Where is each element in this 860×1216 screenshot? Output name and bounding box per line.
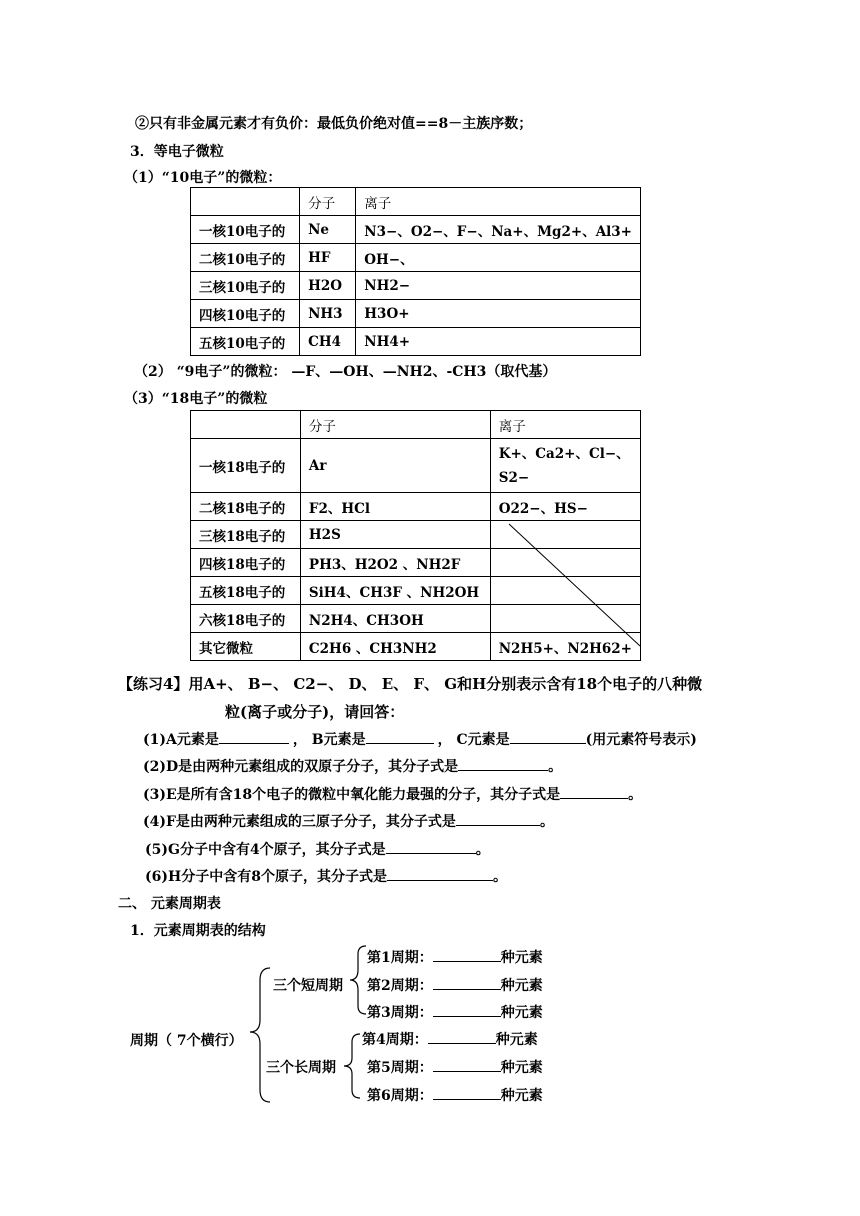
q4-end: 。 (539, 814, 554, 830)
molecule-cell: C2H6 、CH3NH2 (300, 633, 490, 661)
molecule-cell: N2H4、CH3OH (300, 605, 490, 633)
table-row (191, 300, 641, 328)
table-row (191, 216, 641, 244)
table-row (191, 244, 641, 272)
exercise-line2: 粒(离子或分子)，请回答： (225, 703, 405, 721)
q2-end: 。 (548, 759, 563, 775)
table-row (191, 493, 641, 521)
ion-cell: N2H5+、N2H62+ (490, 633, 640, 661)
table-header-row (191, 411, 641, 439)
row-label: 四核10电子的 (191, 300, 300, 328)
row-label: 其它微粒 (191, 633, 301, 661)
q6-text: (6)H分子中含有8个原子，其分子式是 (145, 869, 387, 885)
period-2-row (367, 975, 543, 995)
period-1-suffix: 种元素 (500, 950, 543, 966)
ion-cell: NH4+ (356, 328, 641, 356)
q3-text: (3)E是所有含18个电子的微粒中氧化能力最强的分子，其分子式是 (143, 787, 561, 803)
q4-text: (4)F是由两种元素组成的三原子分子，其分子式是 (143, 814, 456, 830)
header-molecule: 分子 (300, 411, 490, 439)
short-periods-label: 三个短周期 (273, 978, 343, 994)
row-label: 五核10电子的 (191, 328, 300, 356)
question-5 (145, 839, 490, 859)
period-5-row (367, 1057, 543, 1077)
period-6-blank[interactable] (433, 1085, 501, 1100)
answer-blank-a[interactable] (219, 729, 289, 744)
table-row (191, 328, 641, 356)
period-4-suffix: 种元素 (495, 1032, 538, 1048)
period-2-label: 第2周期： (367, 978, 433, 994)
table-row (191, 439, 641, 493)
row-label: 二核18电子的 (191, 493, 301, 521)
ion-cell: H3O+ (356, 300, 641, 328)
header-ion: 离子 (356, 188, 641, 216)
period-6-suffix: 种元素 (500, 1088, 543, 1104)
period-1-row (367, 947, 543, 967)
q5-end: 。 (475, 842, 490, 858)
ion-cell: NH2− (356, 272, 641, 300)
question-3 (143, 784, 642, 804)
header-cell (191, 411, 301, 439)
row-label: 四核18电子的 (191, 549, 301, 577)
ion-cell: K+、Ca2+、Cl−、S2− (490, 439, 640, 493)
sub1-title: （1）“10电子”的微粒： (124, 170, 282, 186)
row-label: 一核18电子的 (191, 439, 301, 493)
section2-title: 二、 元素周期表 (118, 896, 221, 912)
diagonal-slash (507, 522, 642, 648)
period-4-blank[interactable] (428, 1029, 496, 1044)
table-10-electron (190, 187, 641, 356)
q5-text: (5)G分子中含有4个原子，其分子式是 (145, 842, 386, 858)
header-ion: 离子 (490, 411, 640, 439)
molecule-cell: HF (300, 244, 356, 272)
row-label: 三核10电子的 (191, 272, 300, 300)
period-4-row (362, 1029, 538, 1049)
period-1-blank[interactable] (433, 947, 501, 962)
period-5-label: 第5周期： (367, 1060, 433, 1076)
answer-blank-d[interactable] (458, 756, 548, 771)
answer-blank-f[interactable] (456, 811, 540, 826)
answer-blank-b[interactable] (366, 729, 434, 744)
q1-part-d: (用元素符号表示) (585, 732, 697, 748)
q1-part-a: (1)A元素是 (143, 732, 219, 748)
period-3-label: 第3周期： (367, 1005, 433, 1021)
sub2-line: （2） “9电子”的微粒： —F、—OH、—NH2、-CH3（取代基） (134, 364, 557, 380)
answer-blank-g[interactable] (386, 839, 476, 854)
period-3-row (367, 1002, 543, 1022)
period-5-suffix: 种元素 (500, 1060, 543, 1076)
molecule-cell: CH4 (300, 328, 356, 356)
row-label: 二核10电子的 (191, 244, 300, 272)
answer-blank-e[interactable] (560, 784, 628, 799)
period-braces (236, 940, 376, 1108)
question-2 (143, 756, 562, 776)
period-2-blank[interactable] (433, 975, 501, 990)
exercise-line1: 用A+、 B−、 C2−、 D、 E、 F、 G和H分别表示含有18个电子的八种微 (188, 675, 703, 693)
q2-text: (2)D是由两种元素组成的双原子分子，其分子式是 (143, 759, 459, 775)
row-label: 五核18电子的 (191, 577, 301, 605)
molecule-cell: Ne (300, 216, 356, 244)
long-periods-label: 三个长周期 (266, 1060, 336, 1076)
period-6-row (367, 1085, 543, 1105)
molecule-cell: PH3、H2O2 、NH2F (300, 549, 490, 577)
intro-line: ②只有非金属元素才有负价：最低负价绝对值==8－主族序数； (135, 116, 533, 132)
period-2-suffix: 种元素 (500, 978, 543, 994)
sub3-title: （3）“18电子”的微粒 (124, 391, 268, 407)
molecule-cell: Ar (300, 439, 490, 493)
molecule-cell: H2O (300, 272, 356, 300)
q1-part-c: ， C元素是 (437, 732, 510, 748)
period-1-label: 第1周期： (367, 950, 433, 966)
header-molecule: 分子 (300, 188, 356, 216)
q1-part-b: ， B元素是 (292, 732, 366, 748)
period-3-suffix: 种元素 (500, 1005, 543, 1021)
row-label: 三核18电子的 (191, 521, 301, 549)
question-4 (143, 811, 554, 831)
row-label: 一核10电子的 (191, 216, 300, 244)
period-5-blank[interactable] (433, 1057, 501, 1072)
row-label: 六核18电子的 (191, 605, 301, 633)
answer-blank-h[interactable] (387, 866, 493, 881)
period-6-label: 第6周期： (367, 1088, 433, 1104)
section2-sub: 1．元素周期表的结构 (130, 923, 266, 939)
question-6 (145, 866, 507, 886)
molecule-cell: H2S (300, 521, 490, 549)
exercise-intro (118, 673, 702, 694)
ion-cell: O22−、HS− (490, 493, 640, 521)
molecule-cell: F2、HCl (300, 493, 490, 521)
molecule-cell: SiH4、CH3F 、NH2OH (300, 577, 490, 605)
period-3-blank[interactable] (433, 1002, 501, 1017)
question-1 (143, 729, 697, 749)
section3-title: 3．等电子微粒 (130, 144, 224, 160)
molecule-cell: NH3 (300, 300, 356, 328)
table-header-row (191, 188, 641, 216)
table-row (191, 272, 641, 300)
exercise-label: 【练习4】 (118, 675, 189, 693)
q3-end: 。 (628, 787, 643, 803)
ion-cell: N3−、O2−、F−、Na+、Mg2+、Al3+ (356, 216, 641, 244)
header-cell (191, 188, 300, 216)
period-4-label: 第4周期： (362, 1032, 428, 1048)
period-root: 周期（ 7个横行） (130, 1033, 243, 1049)
ion-cell: OH−、 (356, 244, 641, 272)
q6-end: 。 (492, 869, 507, 885)
answer-blank-c[interactable] (510, 729, 586, 744)
